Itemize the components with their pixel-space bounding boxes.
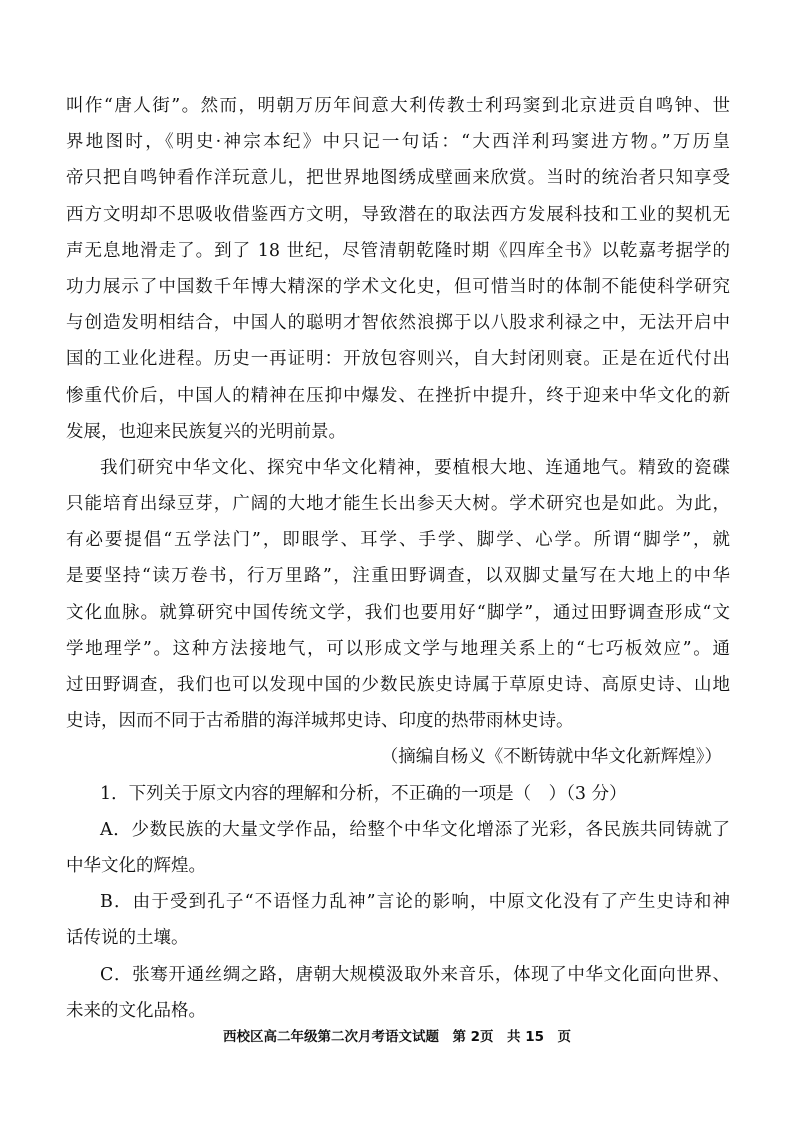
question-1 xyxy=(66,776,730,1029)
option-line: A．少数民族的大量文学作品，给整个中华文化增添了光彩，各民族共同铸就了 xyxy=(100,819,730,840)
text-line: 声无息地滑走了。到了 18 世纪，尽管清朝乾隆时期《四库全书》以乾嘉考据学的 xyxy=(66,240,730,261)
text-line: 学地理学”。这种方法接地气，可以形成文学与地理关系上的“七巧板效应”。通 xyxy=(66,638,730,659)
text-line: 我们研究中华文化、探究中华文化精神，要植根大地、连通地气。精致的瓷碟 xyxy=(100,457,730,478)
option-line: C．张骞开通丝绸之路，唐朝大规模汲取外来音乐，体现了中华文化面向世界、 xyxy=(100,964,730,985)
source-citation: （摘编自杨义《不断铸就中华文化新辉煌》） xyxy=(380,747,722,768)
text-line: 文化血脉。就算研究中国传统文学，我们也要用好“脚学”，通过田野调查形成“文 xyxy=(66,602,730,623)
text-line: 发展，也迎来民族复兴的光明前景。 xyxy=(66,421,346,442)
option-line: 中华文化的辉煌。 xyxy=(66,855,206,876)
option-b xyxy=(66,884,730,956)
text-line: 界地图时，《明史·神宗本纪》中只记一句话：“大西洋利玛窦进方物。”万历皇 xyxy=(66,132,730,153)
page-body xyxy=(66,88,730,1029)
text-line: 与创造发明相结合，中国人的聪明才智依然浪掷于以八股求利禄之中，无法开启中 xyxy=(66,313,730,334)
option-a xyxy=(66,812,730,884)
paragraph-2 xyxy=(66,450,730,740)
text-line: 西方文明却不思吸收借鉴西方文明，导致潜在的取法西方发展科技和工业的契机无 xyxy=(66,204,730,225)
option-line: B．由于受到孔子“不语怪力乱神”言论的影响，中原文化没有了产生史诗和神 xyxy=(100,892,730,913)
text-line: 过田野调查，我们也可以发现中国的少数民族史诗属于草原史诗、高原史诗、山地 xyxy=(66,675,730,695)
option-line: 话传说的土壤。 xyxy=(66,928,189,949)
text-line: 是要坚持“读万卷书，行万里路”，注重田野调查，以双脚丈量写在大地上的中华 xyxy=(66,566,730,587)
text-line: 只能培育出绿豆芽，广阔的大地才能生长出参天大树。学术研究也是如此。为此， xyxy=(66,494,730,515)
question-stem: 1．下列关于原文内容的理解和分析，不正确的一项是（ ）（3 分） xyxy=(100,783,627,804)
text-line: 惨重代价后，中国人的精神在压抑中爆发、在挫折中提升，终于迎来中华文化的新 xyxy=(66,385,730,406)
text-line: 叫作“唐人街”。然而，明朝万历年间意大利传教士利玛窦到北京进贡自鸣钟、世 xyxy=(66,96,730,116)
page-footer: 西校区高二年级第二次月考语文试题 第 2页 共 15 页 xyxy=(222,1029,572,1045)
text-line: 功力展示了中国数千年博大精深的学术文化史，但可惜当时的体制不能使科学研究 xyxy=(66,276,730,297)
text-line: 帝只把自鸣钟看作洋玩意儿，把世界地图绣成壁画来欣赏。当时的统治者只知享受 xyxy=(66,168,730,189)
option-line: 未来的文化品格。 xyxy=(66,1000,206,1021)
text-line: 史诗，因而不同于古希腊的海洋城邦史诗、印度的热带雨林史诗。 xyxy=(66,711,574,732)
text-line: 国的工业化进程。历史一再证明：开放包容则兴，自大封闭则衰。正是在近代付出 xyxy=(66,349,730,370)
paragraph-1 xyxy=(66,88,730,450)
text-line: 有必要提倡“五学法门”，即眼学、耳学、手学、脚学、心学。所谓“脚学”，就 xyxy=(66,530,730,551)
option-c xyxy=(66,957,730,1029)
